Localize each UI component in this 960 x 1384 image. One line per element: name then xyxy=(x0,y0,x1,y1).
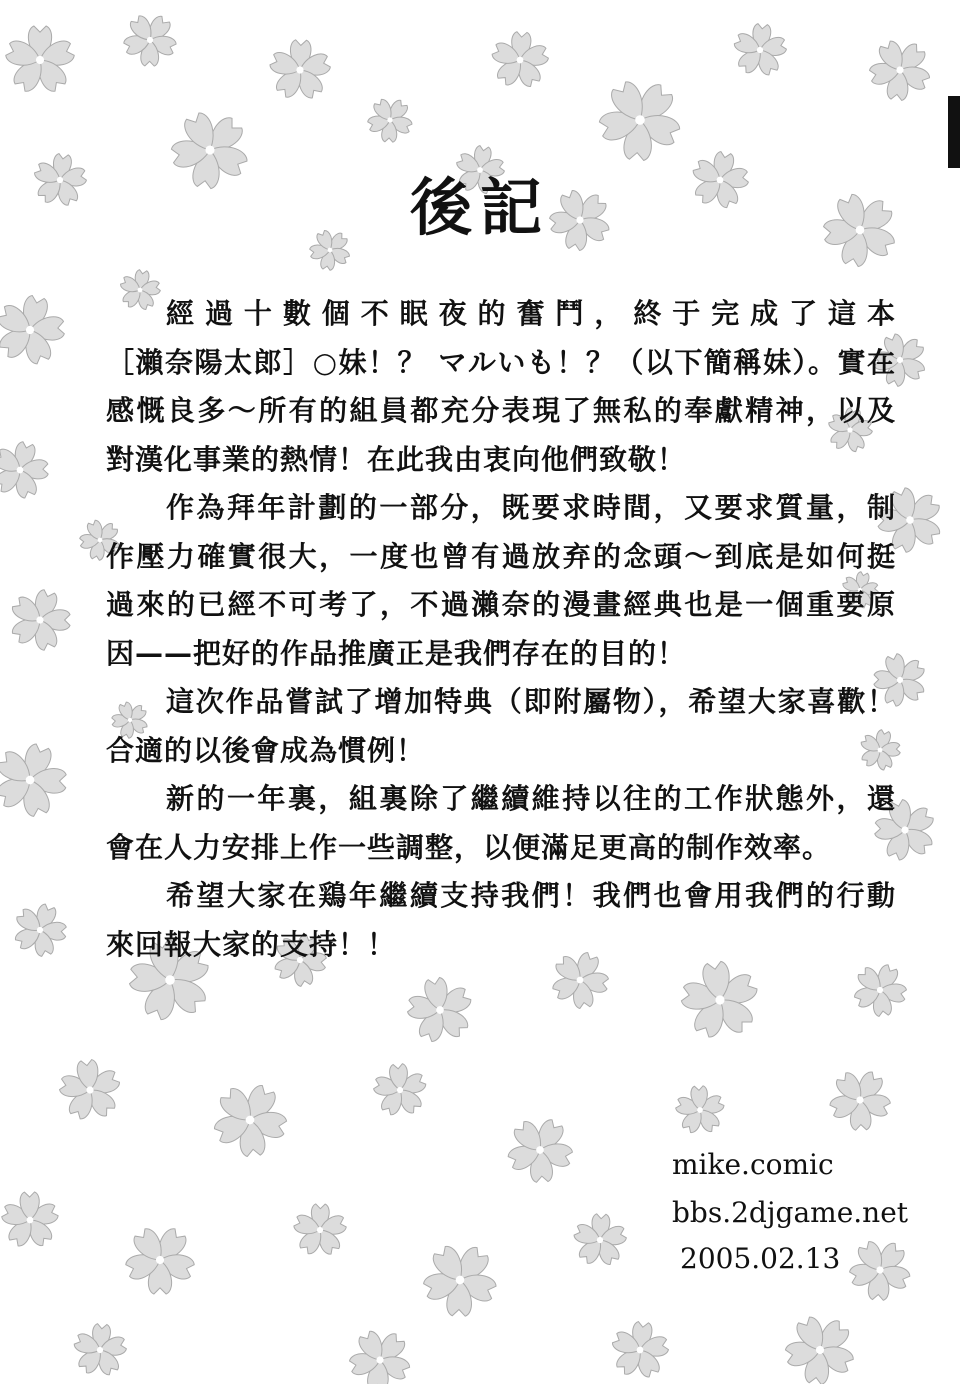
sakura-flower xyxy=(0,1183,66,1257)
sakura-flower xyxy=(571,1213,629,1268)
text-line: 過來的已經不可考了，不過瀨奈的漫畫經典也是一個重要原 xyxy=(106,588,896,621)
sakura-flower xyxy=(4,26,76,94)
signature-group: mike.comic xyxy=(672,1148,834,1181)
text-line: 希望大家在鶏年繼續支持我們！我們也會用我們的行動 xyxy=(166,879,896,912)
text-line: ［瀨奈陽太郎］○妹！？ マルいも！？（以下簡稱妹）。實在 xyxy=(106,345,896,379)
sakura-flower xyxy=(0,582,79,659)
afterword-body xyxy=(106,290,896,969)
sakura-flower xyxy=(730,21,790,79)
sakura-flower xyxy=(5,896,76,965)
sakura-flower xyxy=(336,1316,423,1384)
text-line: 作壓力確實很大，一度也曾有過放弃的念頭～到底是如何挺 xyxy=(106,539,896,573)
page-title: 後記 xyxy=(409,171,550,244)
text-line: 對漢化事業的熱情！在此我由衷向他們致敬！ xyxy=(106,442,687,476)
signature-site: bbs.2djgame.net xyxy=(672,1196,909,1229)
text-line: 經過十數個不眠夜的奮鬥，終于完成了這本 xyxy=(166,297,896,330)
sakura-flower xyxy=(856,26,944,113)
text-line: 作為拜年計劃的一部分，既要求時間，又要求質量，制 xyxy=(166,491,896,524)
text-line: 合適的以後會成為慣例！ xyxy=(106,733,426,767)
text-line: 感慨良多～所有的組員都充分表現了無私的奉獻精神，以及 xyxy=(106,394,896,427)
sakura-flower xyxy=(817,1057,903,1142)
sakura-flower xyxy=(836,1227,923,1314)
sakura-flower xyxy=(267,39,332,101)
sakura-flower xyxy=(607,1319,673,1382)
sakura-flower xyxy=(292,1204,348,1257)
text-line: 會在人力安排上作一些調整，以便滿足更高的制作效率。 xyxy=(106,830,832,864)
text-line: 這次作品嘗試了增加特典（即附屬物），希望大家喜歡！ xyxy=(166,685,896,718)
sakura-flower xyxy=(365,1055,435,1126)
sakura-flower xyxy=(358,88,422,152)
sakura-flower xyxy=(0,733,78,827)
sakura-flower xyxy=(49,1049,130,1132)
sakura-flower xyxy=(111,1211,209,1309)
text-line: 新的一年裏，組裏除了繼續維持以往的工作狀態外，還 xyxy=(166,782,896,815)
sakura-flower xyxy=(0,288,73,372)
sakura-flower xyxy=(0,435,56,505)
text-line: 來回報大家的支持！！ xyxy=(106,927,397,961)
sakura-flower xyxy=(70,1322,129,1379)
sakura-flower xyxy=(199,1070,301,1171)
sakura-flower xyxy=(494,1105,585,1195)
sakura-flower xyxy=(770,1301,869,1384)
sakura-flower xyxy=(112,3,187,78)
sakura-flower xyxy=(668,1078,731,1143)
sakura-flower xyxy=(408,1228,513,1332)
sakura-flower xyxy=(395,965,484,1055)
sakura-flower xyxy=(489,30,552,90)
signature-date: 2005.02.13 xyxy=(680,1242,841,1275)
text-line: 因——把好的作品推廣正是我們存在的目的！ xyxy=(106,636,687,670)
